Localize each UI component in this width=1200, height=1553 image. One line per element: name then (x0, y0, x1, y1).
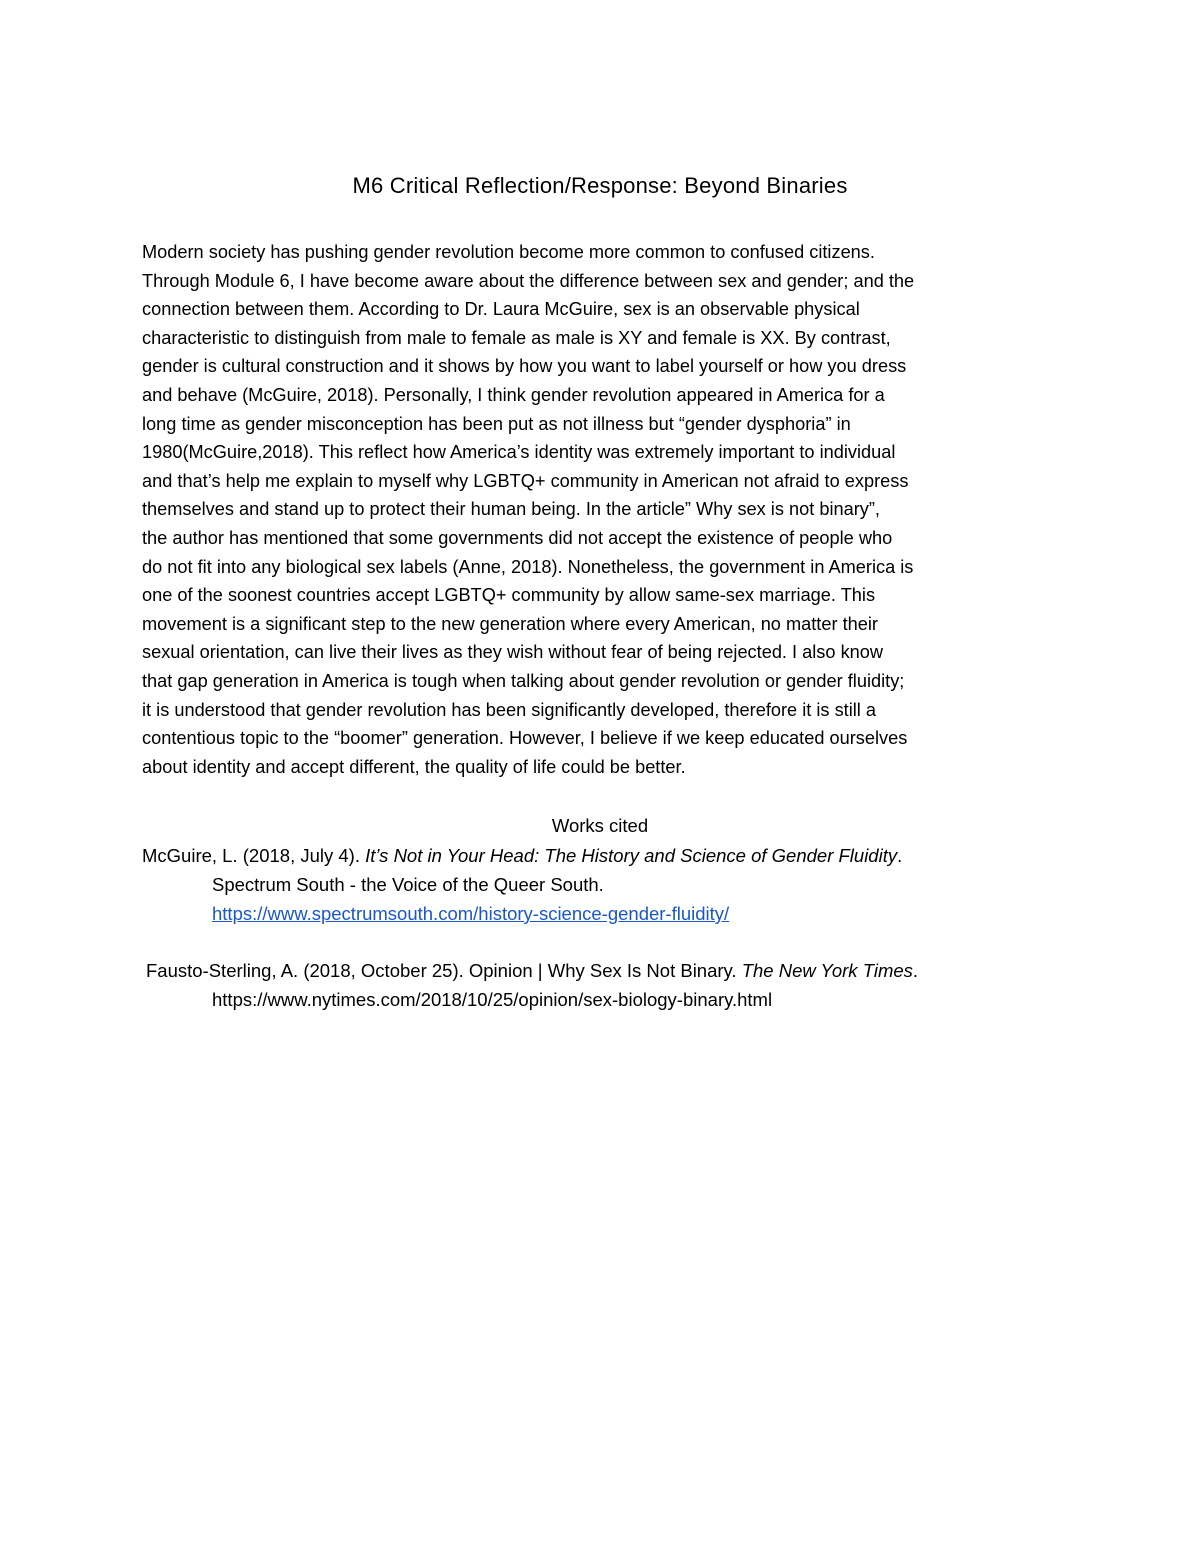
citation-punctuation: . (912, 960, 919, 981)
paragraph-line: and behave (McGuire, 2018). Personally, I think gender revolution appeared in America for a (142, 384, 885, 405)
citation-punctuation: . (897, 845, 903, 866)
citation-title: It’s Not in Your Head: The History and Science of Gender Fluidity (365, 845, 898, 866)
citation-mcguire (142, 841, 902, 870)
citation-title: The New York Times (741, 960, 913, 981)
paragraph-line: that gap generation in America is tough when talking about gender revolution or gender fluidity; (142, 670, 905, 691)
citation-publisher: Spectrum South - the Voice of the Queer South. (212, 874, 604, 895)
citation-author-date: McGuire, L. (2018, July 4). (142, 845, 366, 866)
paragraph-line: Through Module 6, I have become aware about the difference between sex and gender; and the (142, 270, 915, 291)
paragraph-line: contentious topic to the “boomer” generation. However, I believe if we keep educated ourselves (142, 728, 908, 749)
citation-fausto-sterling (146, 956, 918, 985)
paragraph-line: and that’s help me explain to myself why LGBTQ+ community in American not afraid to express (142, 470, 909, 491)
citation-url-line (212, 899, 729, 928)
paragraph-line: long time as gender misconception has been put as not illness but “gender dysphoria” in (142, 413, 851, 434)
paragraph-line: 1980(McGuire,2018). This reflect how America’s identity was extremely important to individual (142, 442, 896, 463)
spectrumsouth-link[interactable]: https://www.spectrumsouth.com/history-science-gender-fluidity/ (212, 903, 730, 924)
paragraph-line: characteristic to distinguish from male to female as male is XY and female is XX. By contrast, (142, 327, 891, 348)
paragraph-line: Modern society has pushing gender revolution become more common to confused citizens. (142, 242, 875, 262)
paragraph-line: gender is cultural construction and it shows by how you want to label yourself or how you dress (142, 356, 907, 377)
document-title: M6 Critical Reflection/Response: Beyond Binaries (352, 173, 848, 198)
works-cited-heading: Works cited (551, 815, 649, 836)
reflection-paragraph (142, 238, 1072, 781)
paragraph-line: movement is a significant step to the new generation where every American, no matter their (142, 613, 878, 634)
paragraph-line: sexual orientation, can live their lives as they wish without fear of being rejected. I also know (142, 642, 884, 663)
citation-nytimes-url: https://www.nytimes.com/2018/10/25/opinion/sex-biology-binary.html (212, 989, 773, 1010)
paragraph-line: connection between them. According to Dr. Laura McGuire, sex is an observable physical (142, 299, 860, 320)
paragraph-line: themselves and stand up to protect their human being. In the article” Why sex is not binary”, (142, 499, 880, 520)
paragraph-line: it is understood that gender revolution has been significantly developed, therefore it is still a (142, 699, 877, 720)
paragraph-line: the author has mentioned that some governments did not accept the existence of people who (142, 527, 893, 548)
paragraph-line: about identity and accept different, the quality of life could be better. (142, 756, 686, 777)
paragraph-line: do not fit into any biological sex labels (Anne, 2018). Nonetheless, the government in America is (142, 556, 914, 577)
citation-author-date: Fausto-Sterling, A. (2018, October 25). Opinion | Why Sex Is Not Binary. (146, 960, 742, 981)
paragraph-line: one of the soonest countries accept LGBTQ+ community by allow same-sex marriage. This (142, 585, 876, 606)
